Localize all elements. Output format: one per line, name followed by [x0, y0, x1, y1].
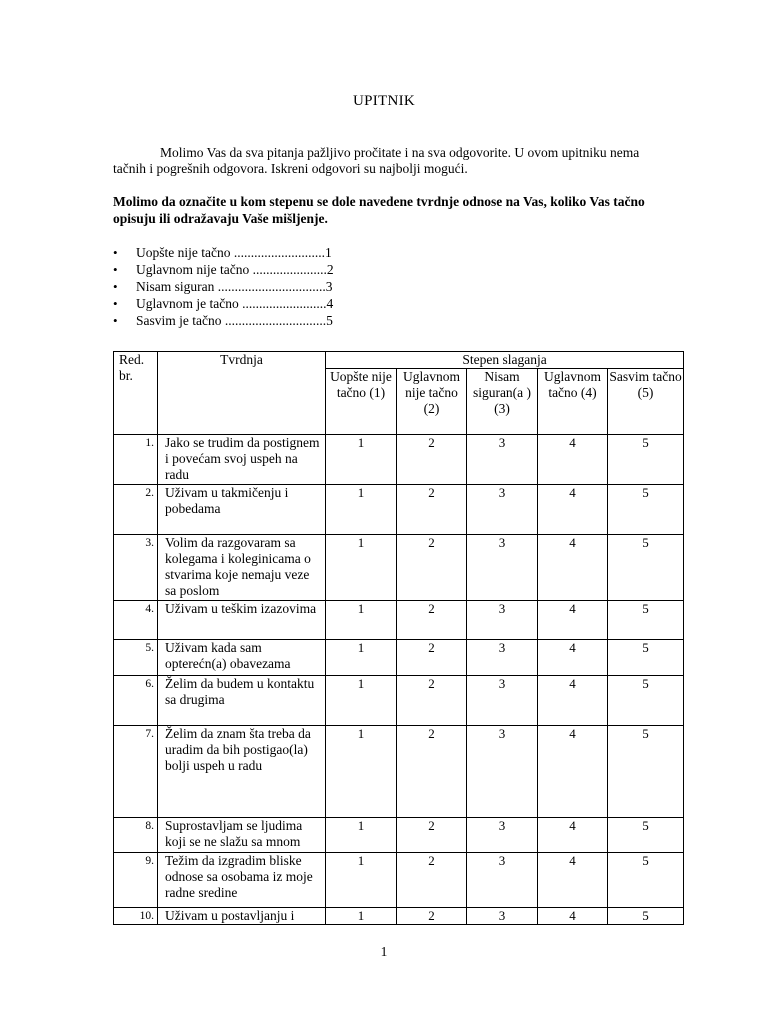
- statement-text: Uživam u takmičenju i pobedama: [158, 485, 326, 535]
- legend-item-1: • Uopšte nije tačno ...........................1: [113, 244, 334, 261]
- table-row: [114, 676, 684, 726]
- answer-option-3[interactable]: 3: [467, 908, 538, 925]
- answer-option-5[interactable]: 5: [608, 601, 684, 640]
- answer-option-2[interactable]: 2: [397, 853, 467, 908]
- legend-item-3: • Nisam siguran ................................3: [113, 278, 334, 295]
- row-number: 1.: [114, 435, 158, 485]
- legend-item-5: • Sasvim je tačno ..............................5: [113, 312, 334, 329]
- answer-option-3[interactable]: 3: [467, 485, 538, 535]
- page-title: UPITNIK: [352, 93, 416, 109]
- row-number: 10.: [114, 908, 158, 925]
- scale-legend: [113, 244, 334, 329]
- answer-option-2[interactable]: 2: [397, 535, 467, 601]
- table-row: [114, 853, 684, 908]
- questionnaire-table: [113, 351, 684, 925]
- scale-header-3: Nisam siguran(a ) (3): [467, 369, 538, 435]
- answer-option-3[interactable]: 3: [467, 676, 538, 726]
- legend-item-2: • Uglavnom nije tačno ......................2: [113, 261, 334, 278]
- answer-option-4[interactable]: 4: [538, 601, 608, 640]
- table-row: [114, 908, 684, 925]
- answer-option-2[interactable]: 2: [397, 908, 467, 925]
- answer-option-5[interactable]: 5: [608, 435, 684, 485]
- answer-option-4[interactable]: 4: [538, 485, 608, 535]
- answer-option-2[interactable]: 2: [397, 676, 467, 726]
- answer-option-3[interactable]: 3: [467, 535, 538, 601]
- header-red-br: Red. br.: [114, 352, 158, 435]
- statement-text: Volim da razgovaram sa kolegama i koleginicama o stvarima koje nemaju veze sa poslom: [158, 535, 326, 601]
- answer-option-3[interactable]: 3: [467, 818, 538, 853]
- row-number: 8.: [114, 818, 158, 853]
- table-row: [114, 435, 684, 485]
- table-row: [114, 818, 684, 853]
- answer-option-1[interactable]: 1: [326, 908, 397, 925]
- statement-text: Suprostavljam se ljudima koji se ne slažu sa mnom: [158, 818, 326, 853]
- header-stepen-slaganja: Stepen slaganja: [326, 352, 684, 369]
- answer-option-1[interactable]: 1: [326, 485, 397, 535]
- answer-option-2[interactable]: 2: [397, 726, 467, 818]
- answer-option-3[interactable]: 3: [467, 726, 538, 818]
- answer-option-2[interactable]: 2: [397, 435, 467, 485]
- answer-option-5[interactable]: 5: [608, 853, 684, 908]
- answer-option-4[interactable]: 4: [538, 818, 608, 853]
- answer-option-4[interactable]: 4: [538, 853, 608, 908]
- answer-option-3[interactable]: 3: [467, 853, 538, 908]
- answer-option-4[interactable]: 4: [538, 435, 608, 485]
- answer-option-1[interactable]: 1: [326, 640, 397, 676]
- intro-line-1: Molimo Vas da sva pitanja pažljivo pročitate i na sva odgovorite. U ovom upitniku nema: [160, 145, 640, 160]
- statement-text: Uživam kada sam opterećn(a) obavezama: [158, 640, 326, 676]
- answer-option-5[interactable]: 5: [608, 485, 684, 535]
- answer-option-5[interactable]: 5: [608, 535, 684, 601]
- page-number: 1: [380, 944, 388, 959]
- legend-item-4: • Uglavnom je tačno .........................4: [113, 295, 334, 312]
- statement-text: Uživam u teškim izazovima: [158, 601, 326, 640]
- scale-header-4: Uglavnom tačno (4): [538, 369, 608, 435]
- answer-option-2[interactable]: 2: [397, 601, 467, 640]
- answer-option-5[interactable]: 5: [608, 640, 684, 676]
- answer-option-2[interactable]: 2: [397, 640, 467, 676]
- row-number: 3.: [114, 535, 158, 601]
- statement-text: Jako se trudim da postignem i povećam svoj uspeh na radu: [158, 435, 326, 485]
- answer-option-2[interactable]: 2: [397, 818, 467, 853]
- answer-option-2[interactable]: 2: [397, 485, 467, 535]
- answer-option-1[interactable]: 1: [326, 535, 397, 601]
- table-row: [114, 535, 684, 601]
- answer-option-5[interactable]: 5: [608, 908, 684, 925]
- answer-option-5[interactable]: 5: [608, 726, 684, 818]
- answer-option-5[interactable]: 5: [608, 818, 684, 853]
- answer-option-1[interactable]: 1: [326, 853, 397, 908]
- answer-option-1[interactable]: 1: [326, 601, 397, 640]
- answer-option-4[interactable]: 4: [538, 535, 608, 601]
- row-number: 6.: [114, 676, 158, 726]
- row-number: 4.: [114, 601, 158, 640]
- statement-text: Želim da budem u kontaktu sa drugima: [158, 676, 326, 726]
- statement-text: Težim da izgradim bliske odnose sa osobama iz moje radne sredine: [158, 853, 326, 908]
- answer-option-1[interactable]: 1: [326, 818, 397, 853]
- answer-option-5[interactable]: 5: [608, 676, 684, 726]
- scale-header-2: Uglavnom nije tačno (2): [397, 369, 467, 435]
- table-row: [114, 726, 684, 818]
- row-number: 9.: [114, 853, 158, 908]
- instruction-text: Molimo da označite u kom stepenu se dole navedene tvrdnje odnose na Vas, koliko Vas tačno opisuju ili odražavaju Vaše mišljenje.: [113, 194, 645, 226]
- row-number: 2.: [114, 485, 158, 535]
- answer-option-1[interactable]: 1: [326, 676, 397, 726]
- statement-text: Želim da znam šta treba da uradim da bih postigao(la) bolji uspeh u radu: [158, 726, 326, 818]
- answer-option-1[interactable]: 1: [326, 435, 397, 485]
- answer-option-3[interactable]: 3: [467, 601, 538, 640]
- answer-option-4[interactable]: 4: [538, 908, 608, 925]
- row-number: 7.: [114, 726, 158, 818]
- table-row: [114, 640, 684, 676]
- statement-text: Uživam u postavljanju i: [158, 908, 326, 925]
- answer-option-3[interactable]: 3: [467, 435, 538, 485]
- table-row: [114, 601, 684, 640]
- answer-option-4[interactable]: 4: [538, 640, 608, 676]
- answer-option-3[interactable]: 3: [467, 640, 538, 676]
- intro-line-2: tačnih i pogrešnih odgovora. Iskreni odgovori su najbolji mogući.: [113, 161, 468, 176]
- intro-paragraph: [113, 145, 673, 177]
- scale-header-1: Uopšte nije tačno (1): [326, 369, 397, 435]
- answer-option-4[interactable]: 4: [538, 726, 608, 818]
- header-tvrdnja: Tvrdnja: [158, 352, 326, 435]
- answer-option-1[interactable]: 1: [326, 726, 397, 818]
- scale-header-5: Sasvim tačno (5): [608, 369, 684, 435]
- answer-option-4[interactable]: 4: [538, 676, 608, 726]
- table-row: [114, 485, 684, 535]
- row-number: 5.: [114, 640, 158, 676]
